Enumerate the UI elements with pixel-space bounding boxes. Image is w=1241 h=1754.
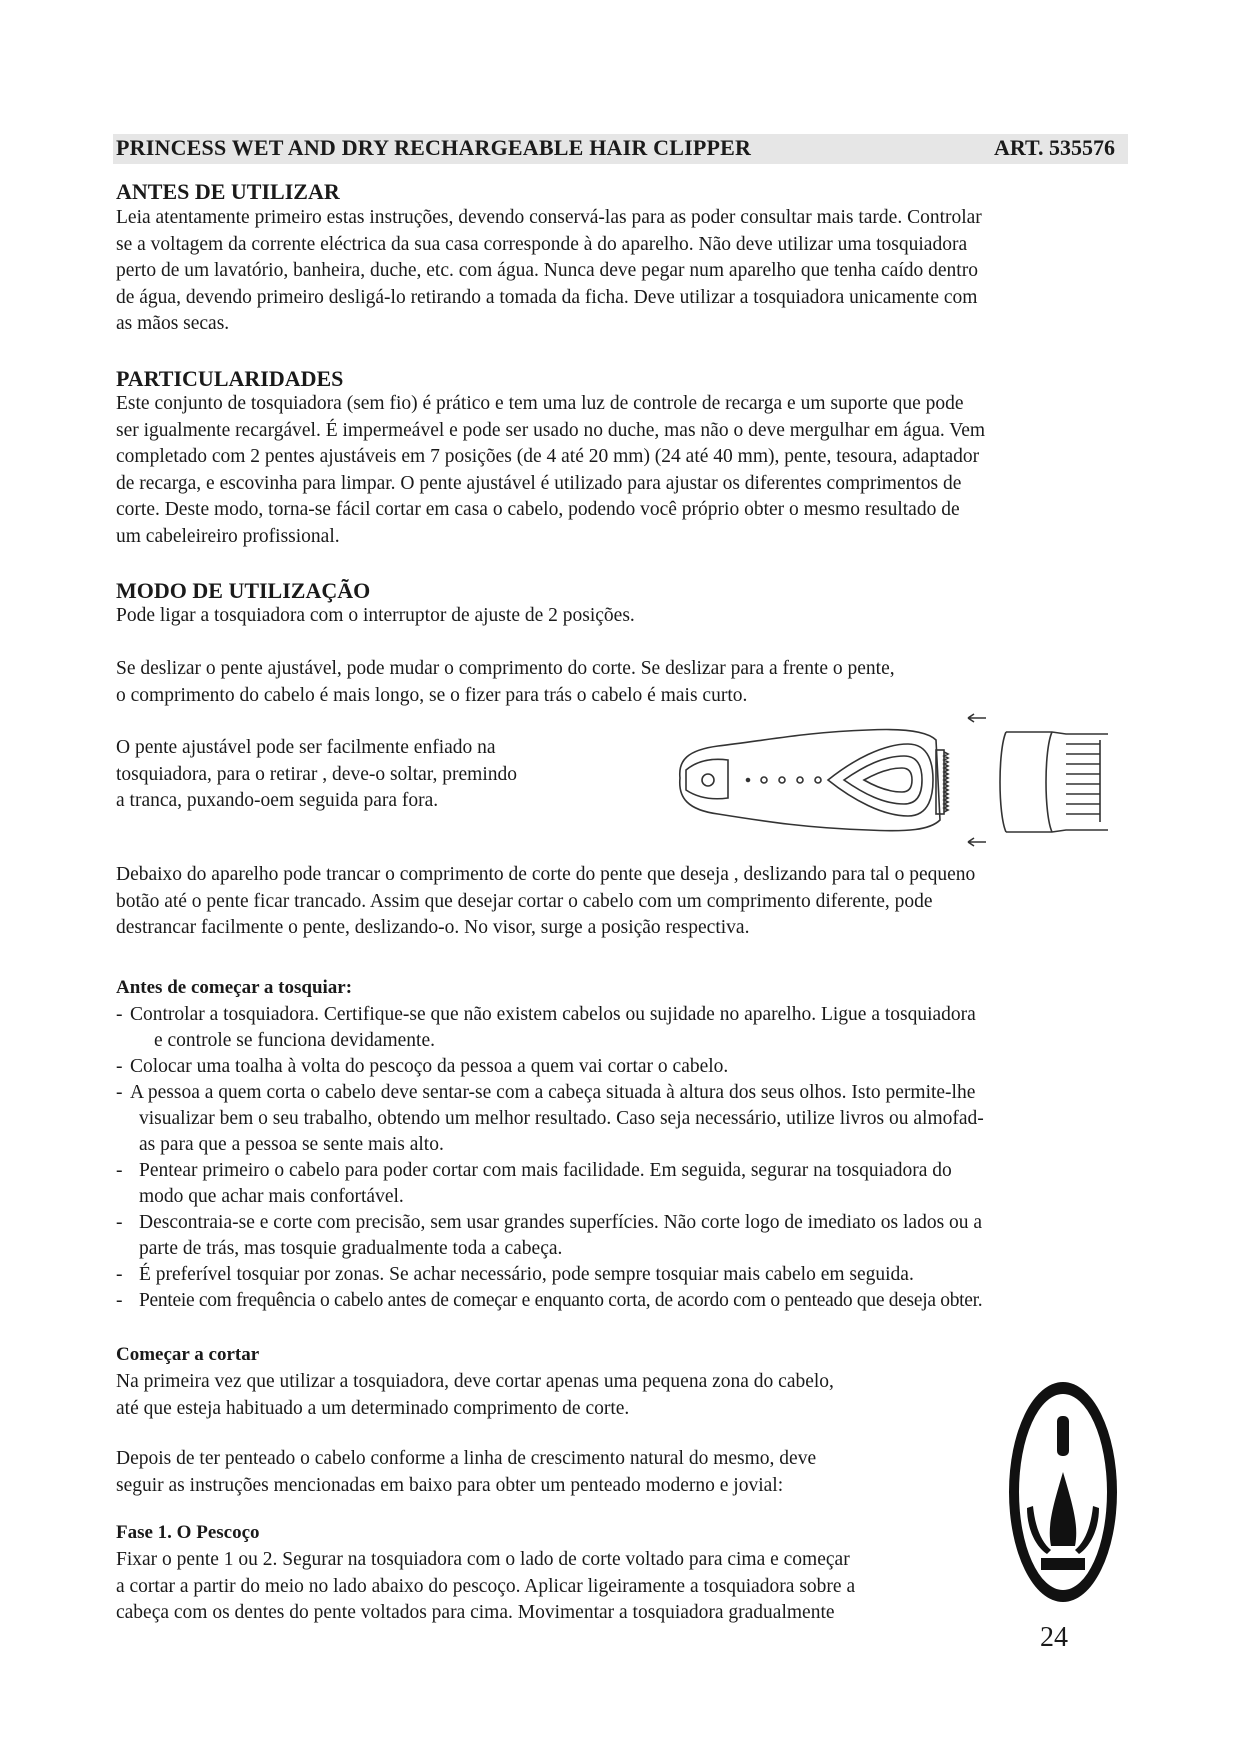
start-cutting-heading: Começar a cortar xyxy=(116,1344,260,1365)
section-heading-features: PARTICULARIDADES xyxy=(116,366,344,391)
phase1-heading: Fase 1. O Pescoço xyxy=(116,1522,260,1543)
water-resistant-symbol-icon xyxy=(1003,1376,1123,1608)
usage-attach-paragraph: O pente ajustável pode ser facilmente enfiado na tosquiadora, para o retirar , deve-o soltar, premindo a tranca, puxando-oem seguida para fora. xyxy=(116,737,517,811)
hair-clipper-illustration xyxy=(668,710,1108,860)
before-use-paragraph: Leia atentamente primeiro estas instruções, devendo conservá-las para as poder consultar mais tarde. Controlar se a voltagem da corrente eléctrica da sua casa corresponde à do aparelho. Não deve utilizar uma tosquiadora perto de um lavatório, banheira, duche, etc. com água. Nunca deve pegar num aparelho que tenha caído dentro de água, devendo primeiro desligá-lo retirando a tomada da ficha. Deve utilizar a tosquiadora unicamente com as mãos secas. xyxy=(116,207,982,334)
article-number: ART. 535576 xyxy=(993,135,1115,160)
start-cutting-paragraph-2: Depois de ter penteado o cabelo conforme a linha de crescimento natural do mesmo, deve seguir as instruções mencionadas em baixo para obter um penteado moderno e jovial: xyxy=(116,1448,817,1496)
usage-intro: Pode ligar a tosquiadora com o interruptor de ajuste de 2 posições. xyxy=(116,605,635,626)
section-heading-usage: MODO DE UTILIZAÇÃO xyxy=(116,578,371,603)
usage-slide-paragraph: Se deslizar o pente ajustável, pode mudar o comprimento do corte. Se deslizar para a frente o pente, o comprimento do cabelo é mais longo, se o fizer para trás o cabelo é mais curto. xyxy=(116,658,895,706)
section-heading-before-use: ANTES DE UTILIZAR xyxy=(116,179,340,204)
document-title: PRINCESS WET AND DRY RECHARGEABLE HAIR CLIPPER xyxy=(116,135,752,160)
features-paragraph: Este conjunto de tosquiadora (sem fio) é prático e tem uma luz de controle de recarga e um suporte que pode ser igualmente recargável. É impermeável e pode ser usado no duche, mas não o deve mergulhar em água. Vem completado com 2 pentes ajustáveis em 7 posições (de 4 até 20 mm) (24 até 40 mm), pente, tesoura, adaptador de recarga, e escovinha para limpar. O pente ajustável é utilizado para ajustar os diferentes comprimentos de corte. Deste modo, torna-se fácil cortar em casa o cabelo, podendo você próprio obter o mesmo resultado de um cabeleireiro profissional. xyxy=(116,393,986,547)
usage-lock-paragraph: Debaixo do aparelho pode trancar o comprimento de corte do pente que deseja , deslizando para tal o pequeno botão até o pente ficar trancado. Assim que desejar cortar o cabelo com um comprimento diferente, pode destrancar facilmente o pente, deslizando-o. No visor, surge a posição respectiva. xyxy=(116,864,976,938)
start-cutting-paragraph: Na primeira vez que utilizar a tosquiadora, deve cortar apenas uma pequena zona do cabelo, até que esteja habituado a um determinado comprimento de corte. xyxy=(116,1371,834,1419)
manual-page: PRINCESS WET AND DRY RECHARGEABLE HAIR CLIPPER ART. 535576 ANTES DE UTILIZAR Leia atentamente primeiro estas instruções, devendo conservá-las para as poder consultar mais tarde. Controlar se a voltagem da corrente eléctrica da sua casa corresponde à do aparelho. Não deve utilizar uma tosquiadora perto de um lavatório, banheira, duche, etc. com água. Nunca deve pegar num aparelho que tenha caído dentro de água, devendo primeiro desligá-lo retirando a tomada da ficha. Deve utilizar a tosquiadora unicamente com as mãos secas. PARTICULARIDADES Este conjunto de tosquiadora (sem fio) é prático e tem uma luz de controle de recarga e um suporte que pode ser igualmente recargável. É impermeável e pode ser usado no duche, mas não o deve mergulhar em água. Vem completado com 2 pentes ajustáveis em 7 posições (de 4 até 20 mm) (24 até 40 mm), pente, tesoura, adaptador de recarga, e escovinha para limpar. O pente ajustável é utilizado para ajustar os diferentes comprimentos de corte. Deste modo, torna-se fácil cortar em casa o cabelo, podendo você próprio obter o mesmo resultado de um cabeleireiro profissional. MODO DE UTILIZAÇÃO Pode ligar a tosquiadora com o interruptor de ajuste de 2 posições. Se deslizar o pente ajustável, pode mudar o comprimento do corte. Se deslizar para a frente o pente, o comprimento do cabelo é mais longo, se o fizer para trás o cabelo é mais curto. O pente ajustável pode ser facilmente enfiado na tosquiadora, para o retirar , deve-o soltar, premindo a tranca, puxando-oem seguida para fora. Debaixo do aparelho pode trancar o comprimento de corte do pente que deseja , deslizando para tal o pequeno botão até o pente ficar trancado. Assim que desejar cortar o cabelo com um comprimento diferente, pode destrancar facilmente o pente, deslizando-o. No visor, surge a posição respectiva. Antes de começar a tosquiar: - Controlar a tosquiadora. Certifique-se que não existem cabelos ou sujidade no aparelho. Ligue a tosquiadora e controle se funciona devidamente. - Colocar uma toalha à volta do pescoço da pessoa a quem vai cortar o cabelo. - A pessoa a quem corta o cabelo deve sentar-se com a cabeça situada à altura dos seus olhos. Isto permite-lhe visualizar bem o seu trabalho, obtendo um melhor resultado. Caso seja necessário, utilize livros ou almofad- as para que a pessoa se sente mais alto. - Pentear primeiro o cabelo para poder cortar com mais facilidade. Em seguida, segurar na tosquiadora do modo que achar mais confortável. - Descontraia-se e corte com precisão, sem usar grandes superfícies. Não corte logo de imediato os lados ou a parte de trás, mas tosquie gradualmente toda a cabeça. - É preferível tosquiar por zonas. Se achar necessário, pode sempre tosquiar mais cabelo em seguida. - Penteie com frequência o cabelo antes de começar e enquanto corta, de acordo com o penteado que deseja obter. Começar a cortar Na primeira vez que utilizar a tosquiadora, deve cortar apenas uma pequena zona do cabelo, até que esteja habituado a um determinado comprimento de corte. Depois de ter penteado o cabelo conforme a linha de crescimento natural do mesmo, deve seguir as instruções mencionadas em baixo para obter um penteado moderno e jovial: Fase 1. O Pescoço Fixar o pente 1 ou 2. Segurar na tosquiadora com o lado de corte voltado para cima e começar a cortar a partir do meio no lado abaixo do pescoço. Aplicar ligeiramente a tosquiadora sobre a cabeça com os dentes do pente voltados para cima. Movimentar a tosquiadora gradualmente 24 xyxy=(0,0,1241,1754)
before-cutting-heading: Antes de começar a tosquiar: xyxy=(116,977,353,998)
phase1-paragraph: Fixar o pente 1 ou 2. Segurar na tosquiadora com o lado de corte voltado para cima e começar a cortar a partir do meio no lado abaixo do pescoço. Aplicar ligeiramente a tosquiadora sobre a cabeça com os dentes do pente voltados para cima. Movimentar a tosquiadora gradualmente xyxy=(116,1549,856,1623)
page-number: 24 xyxy=(1040,1622,1068,1653)
